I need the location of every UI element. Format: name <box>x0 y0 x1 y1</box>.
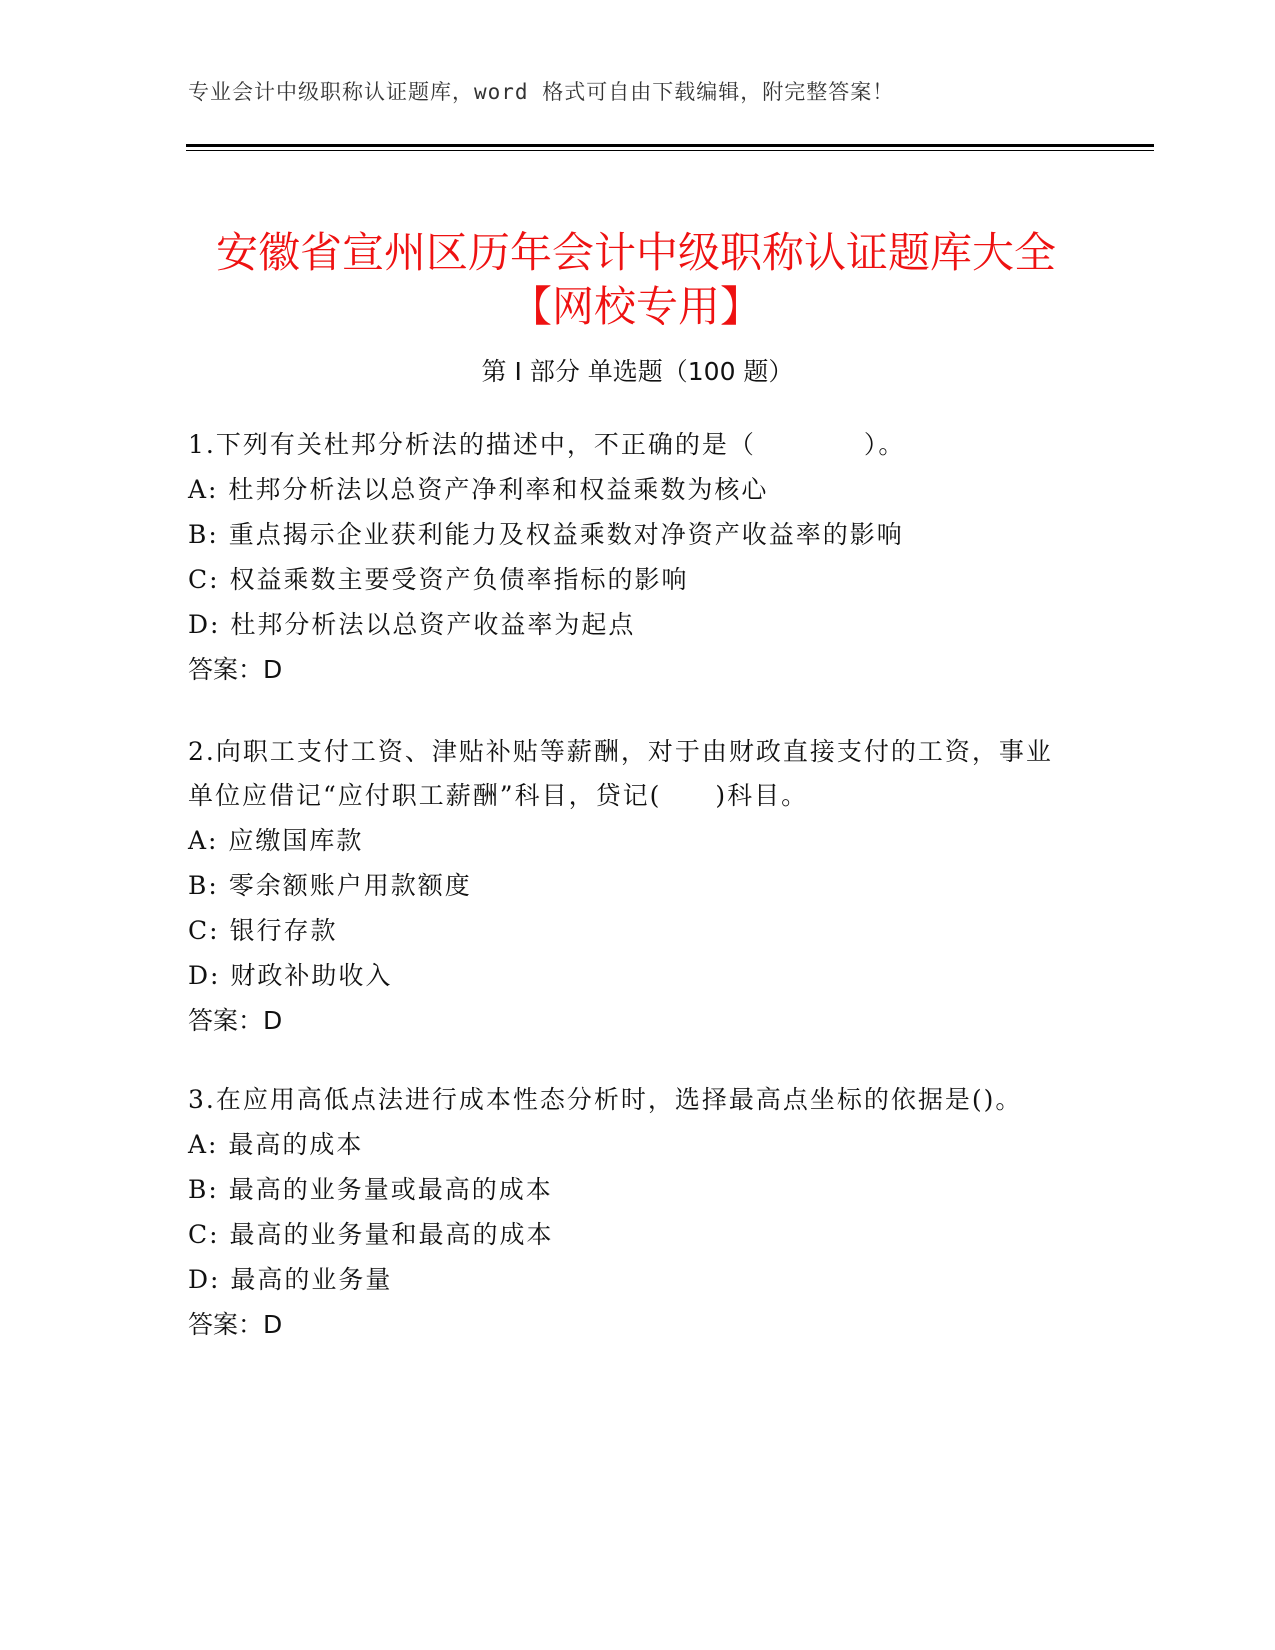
answer-label: 答案：D <box>188 1006 283 1035</box>
option-a: A: 应缴国库款 <box>188 826 364 855</box>
option-c: C: 银行存款 <box>188 916 338 945</box>
option-d: D: 财政补助收入 <box>188 961 393 990</box>
document-title: 安徽省宣州区历年会计中级职称认证题库大全【网校专用】 <box>215 228 1056 332</box>
option-d: D: 杜邦分析法以总资产收益率为起点 <box>188 610 636 639</box>
option-c: C: 最高的业务量和最高的成本 <box>188 1220 554 1249</box>
question-2 <box>188 730 1068 1043</box>
answer-label: 答案：D <box>188 655 283 684</box>
option-d: D: 最高的业务量 <box>188 1265 393 1294</box>
option-b: B: 最高的业务量或最高的成本 <box>188 1175 553 1204</box>
answer-label: 答案：D <box>188 1310 283 1339</box>
section-heading: 第 I 部分 单选题（100 题） <box>481 357 794 386</box>
option-b: B: 零余额账户用款额度 <box>188 871 472 900</box>
option-a: A: 杜邦分析法以总资产净利率和权益乘数为核心 <box>188 475 769 504</box>
question-stem: 2.向职工支付工资、津贴补贴等薪酬，对于由财政直接支付的工资，事业单位应借记“应付职工薪酬”科目，贷记( )科目。 <box>188 737 1053 810</box>
header-note: 专业会计中级职称认证题库，word 格式可自由下载编辑，附完整答案！ <box>188 80 895 104</box>
header-divider-thick <box>186 144 1154 147</box>
question-stem: 3.在应用高低点法进行成本性态分析时，选择最高点坐标的依据是()。 <box>188 1085 1023 1114</box>
question-3 <box>188 1078 1068 1347</box>
option-b: B: 重点揭示企业获利能力及权益乘数对净资产收益率的影响 <box>188 520 904 549</box>
header-divider-thin <box>186 150 1154 151</box>
option-c: C: 权益乘数主要受资产负债率指标的影响 <box>188 565 689 594</box>
question-stem: 1.下列有关杜邦分析法的描述中，不正确的是（ ）。 <box>188 430 906 459</box>
question-1 <box>188 423 1068 692</box>
option-a: A: 最高的成本 <box>188 1130 364 1159</box>
